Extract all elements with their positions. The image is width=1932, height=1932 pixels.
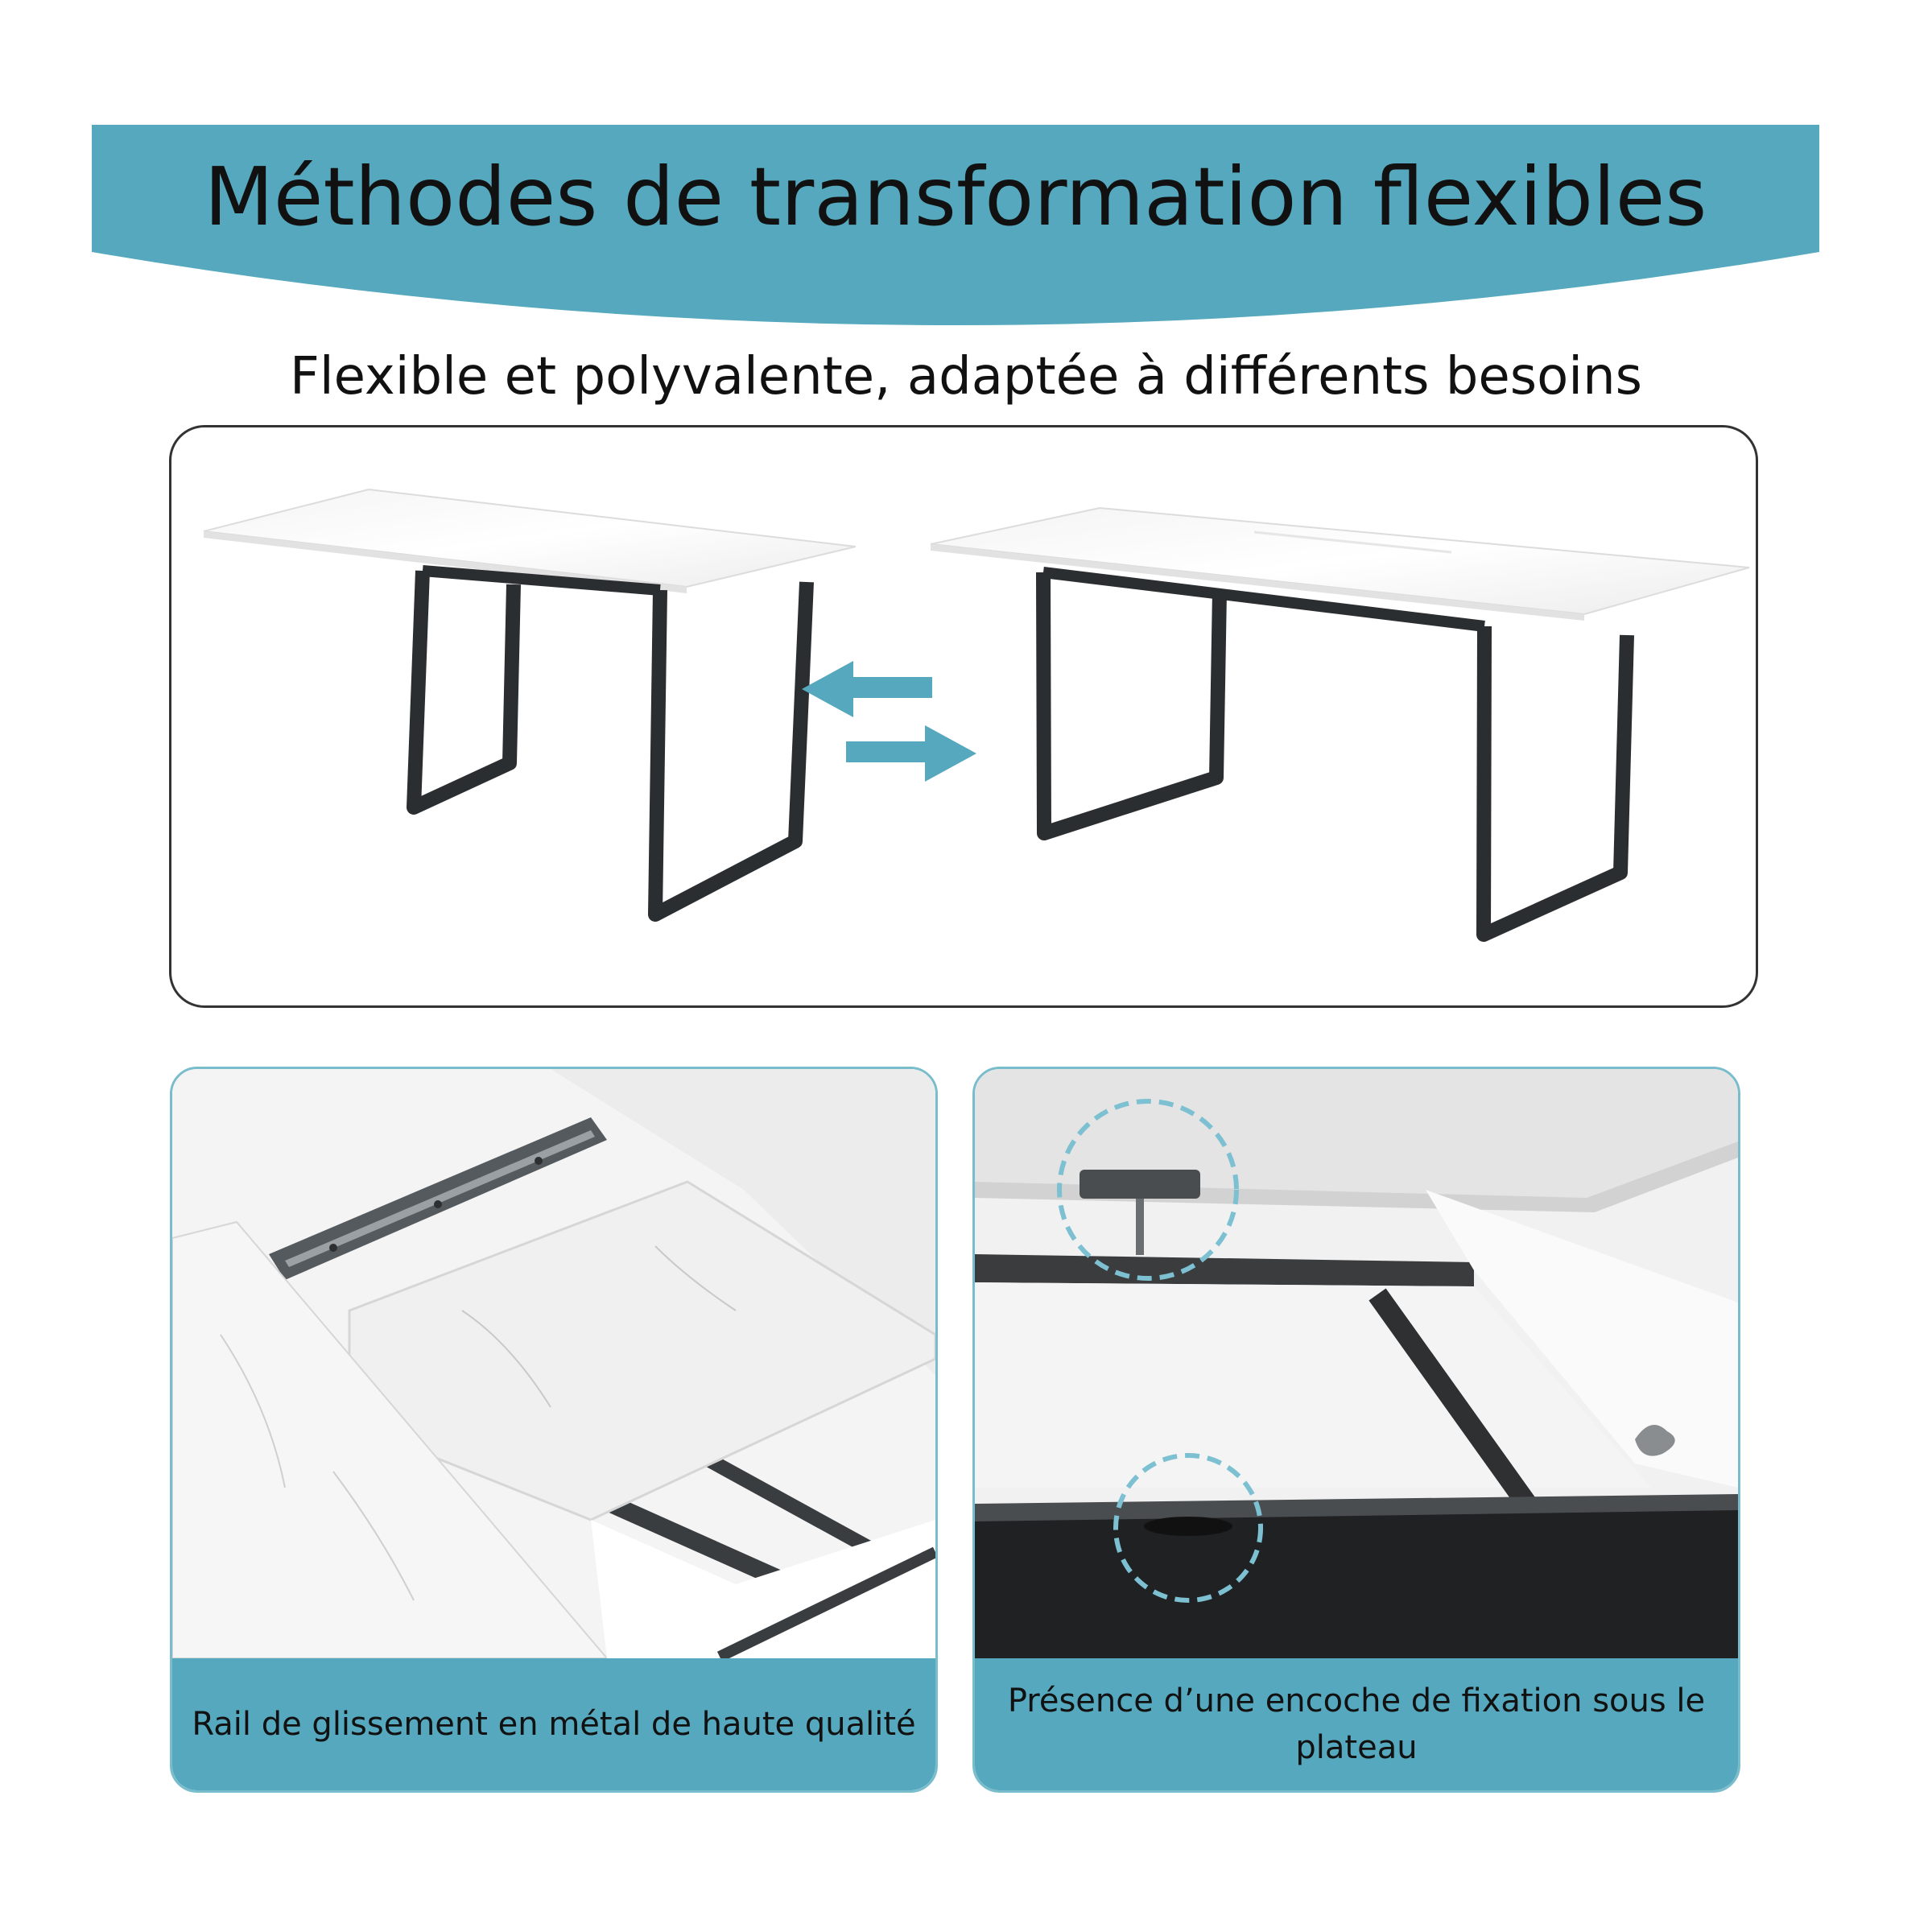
feature-caption: Rail de glissement en métal de haute qualité xyxy=(172,1658,935,1790)
page-title: Méthodes de transformation flexibles xyxy=(204,150,1707,244)
frame-front-rail xyxy=(975,1508,1738,1658)
slide-rail-photo xyxy=(172,1069,935,1658)
page-subtitle: Flexible et polyvalente, adaptée à différents besoins xyxy=(290,347,1642,407)
compact-table-illustration xyxy=(204,489,856,914)
feature-card-slide-rail xyxy=(170,1067,938,1793)
arrow-left-icon xyxy=(802,661,932,717)
feature-caption: Présence d’une encoche de fixation sous le plateau xyxy=(975,1658,1738,1790)
arrow-right-icon xyxy=(846,725,976,782)
extended-table-illustration xyxy=(931,508,1749,935)
fixing-notch xyxy=(1144,1517,1232,1536)
connector-clip xyxy=(1080,1170,1200,1199)
transformation-panel xyxy=(169,425,1758,1008)
feature-card-fixing-notch xyxy=(972,1067,1740,1793)
fixing-notch-photo xyxy=(975,1069,1738,1658)
